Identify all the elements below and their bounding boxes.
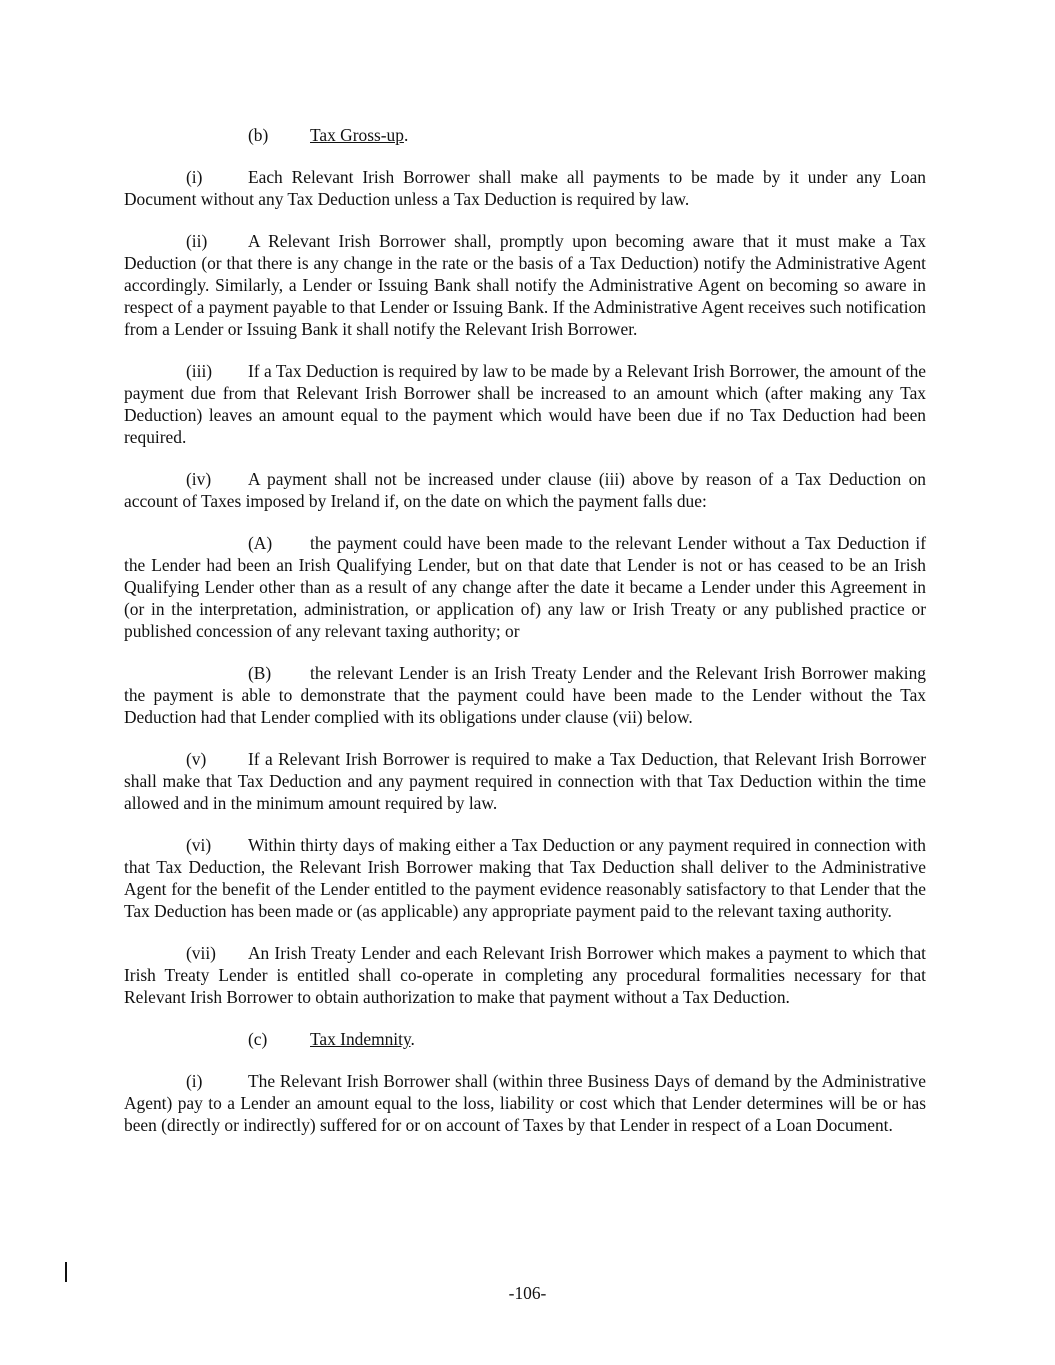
clause-text: the payment could have been made to the relevant Lender without a Tax Deduction if the Lender had been an Irish Qualifying Lender, but on that date that Lender is not or has ceased to be an Irish Qualifying Lender other than as a result of any change after the date it became a Lender under this Agreement in (or in the interpretation, administration, or application of) any law or Irish Treaty or any published practice or published concession of any relevant taxing authority; or — [124, 533, 926, 641]
clause-text: If a Relevant Irish Borrower is required to make a Tax Deduction, that Relevant Irish Borrower shall make that Tax Deduction and any payment required in connection with that Tax Deduction within the time allowed and in the minimum amount required by law. — [124, 749, 926, 813]
revision-bar — [65, 1262, 67, 1282]
paragraph-c-i — [124, 1070, 926, 1136]
page-number: -106- — [508, 1283, 547, 1303]
clause-text: Within thirty days of making either a Tax Deduction or any payment required in connection with that Tax Deduction, the Relevant Irish Borrower making that Tax Deduction shall deliver to the Administrative Agent for the benefit of the Lender entitled to the payment evidence reasonably satisfactory to that Lender that the Tax Deduction has been made or (as applicable) any appropriate payment paid to the relevant taxing authority. — [124, 835, 926, 921]
clause-text: Each Relevant Irish Borrower shall make all payments to be made by it under any Loan Document without any Tax Deduction unless a Tax Deduction is required by law. — [124, 167, 926, 209]
clause-text: An Irish Treaty Lender and each Relevant Irish Borrower which makes a payment to which that Irish Treaty Lender is entitled shall co-operate in completing any procedural formalities necessary for that Relevant Irish Borrower to obtain authorization to make that payment without a Tax Deduction. — [124, 943, 926, 1007]
paragraph-b-ii — [124, 230, 926, 340]
section-c-label: (c) — [248, 1029, 268, 1049]
section-b-title: Tax Gross-up — [310, 125, 404, 145]
paragraph-b-vii — [124, 942, 926, 1008]
paragraph-b-i — [124, 166, 926, 210]
clause-label: (i) — [186, 167, 203, 187]
paragraph-b-iv-A — [124, 532, 926, 642]
clause-text: The Relevant Irish Borrower shall (within three Business Days of demand by the Administrative Agent) pay to a Lender an amount equal to the loss, liability or cost which that Lender determines will be or has been (directly or indirectly) suffered for or on account of Taxes by that Lender in respect of a Loan Document. — [124, 1071, 926, 1135]
clause-label: (A) — [248, 533, 273, 553]
clause-text: A Relevant Irish Borrower shall, promptly upon becoming aware that it must make a Tax Deduction (or that there is any change in the rate or the basis of a Tax Deduction) notify the Administrative Agent accordingly. Similarly, a Lender or Issuing Bank shall notify the Administrative Agent on becoming so aware in respect of a payment payable to that Lender or Issuing Bank. If the Administrative Agent receives such notification from a Lender or Issuing Bank it shall notify the Relevant Irish Borrower. — [124, 231, 926, 339]
clause-label: (vii) — [186, 943, 216, 963]
document-body — [124, 124, 926, 1136]
paragraph-b-iii — [124, 360, 926, 448]
section-c-title: Tax Indemnity — [310, 1029, 411, 1049]
clause-label: (vi) — [186, 835, 212, 855]
clause-text: the relevant Lender is an Irish Treaty Lender and the Relevant Irish Borrower making the payment is able to demonstrate that the payment could have been made to the Lender without the Tax Deduction had that Lender complied with its obligations under clause (vii) below. — [124, 663, 926, 727]
paragraph-b-v — [124, 748, 926, 814]
section-b-heading: (b) Tax Gross-up. — [248, 125, 409, 145]
paragraph-b-vi — [124, 834, 926, 922]
paragraph-b-iv — [124, 468, 926, 512]
clause-text: If a Tax Deduction is required by law to be made by a Relevant Irish Borrower, the amount of the payment due from that Relevant Irish Borrower shall be increased to an amount which (after making any Tax Deduction) leaves an amount equal to the payment which would have been due if no Tax Deduction had been required. — [124, 361, 926, 447]
section-b-label: (b) — [248, 125, 269, 145]
section-c-heading: (c) Tax Indemnity. — [248, 1029, 415, 1049]
clause-label: (iv) — [186, 469, 212, 489]
clause-label: (v) — [186, 749, 207, 769]
clause-label: (iii) — [186, 361, 213, 381]
paragraph-b-iv-B — [124, 662, 926, 728]
clause-text: A payment shall not be increased under clause (iii) above by reason of a Tax Deduction on account of Taxes imposed by Ireland if, on the date on which the payment falls due: — [124, 469, 926, 511]
clause-label: (B) — [248, 663, 272, 683]
clause-label: (i) — [186, 1071, 203, 1091]
clause-label: (ii) — [186, 231, 208, 251]
